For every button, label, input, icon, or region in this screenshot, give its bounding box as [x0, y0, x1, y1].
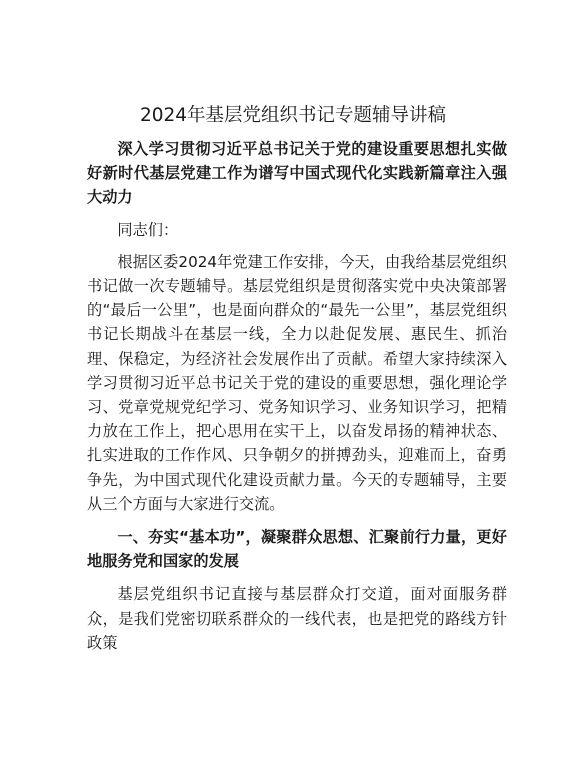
document-title: 2024年基层党组织书记专题辅导讲稿: [139, 105, 447, 126]
document-body: [87, 137, 507, 655]
greeting: 同志们：: [117, 220, 179, 239]
section-heading-1: 一、夯实“基本功”，凝聚群众思想、汇聚前行力量，更好地服务党和国家的发展: [87, 528, 507, 571]
document-subtitle: 深入学习贯彻习近平总书记关于党的建设重要思想扎实做好新时代基层党建工作为谱写中国式现代化实践新篇章注入强大动力: [87, 140, 507, 207]
paragraph-section-1: 基层党组织书记直接与基层群众打交道，面对面服务群众，是我们党密切联系群众的一线代表，也是把党的路线方针政策: [87, 585, 507, 652]
paragraph-intro: 根据区委2024年党建工作安排，今天，由我给基层党组织书记做一次专题辅导。基层党组织是贯彻落实党中央决策部署的“最后一公里”，也是面向群众的“最先一公里”，基层党组织书记长期战斗在基层一线，全力以赴促发展、惠民生、抓治理、保稳定，为经济社会发展作出了贡献。希望大家持续深入学习贯彻习近平总书记关于党的建设的重要思想，强化理论学习、党章党规党纪学习、党务知识学习、业务知识学习，把精力放在工作上，把心思用在实干上，以奋发昂扬的精神状态、扎实进取的工作作风、只争朝夕的拼搏劲头，迎难而上，奋勇争先，为中国式现代化建设贡献力量。今天的专题辅导，主要从三个方面与大家进行交流。: [87, 252, 507, 513]
